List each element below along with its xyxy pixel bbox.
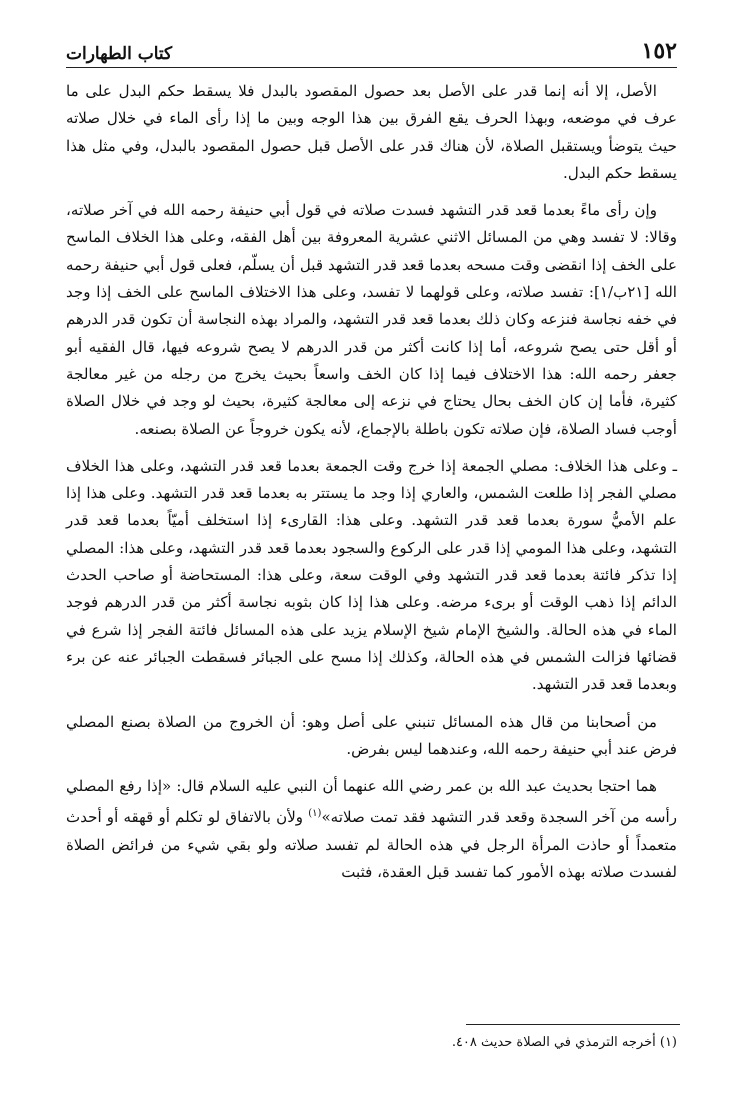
paragraph-5-text: هما احتجا بحديث عبد الله بن عمر رضي الله عنهما أن النبي عليه السلام قال: «إذا رفع المصلي رأسه من آخر السجدة وقعد قدر التشهد فقد تمت صلاته» <box>66 777 677 827</box>
paragraph-2: وإن رأى ماءً بعدما قعد قدر التشهد فسدت صلاته في قول أبي حنيفة رحمه الله في آخر صلاته، وقالا: لا تفسد وهي من المسائل الاثني عشرية المعروفة بين أهل الفقه، وعلى هذا الخلاف الماسح على الخف إذا انقضى وقت مسحه بعدما قعد قدر التشهد قبل أن يسلّم، فعلى قول أبي حنيفة رحمه الله [٢١ب/١]: تفسد صلاته، وعلى قولهما لا تفسد، وعلى هذا الاختلاف الماسح على الخف إذا وجد في خفه نجاسة فنزعه وكان ذلك بعدما قعد قدر التشهد، والمراد بهذه النجاسة أن تكون قدر الدرهم أو أقل حتى يصح شروعه، أما إذا كانت أكثر من قدر الدرهم لا يصح شروعه فيها، قال الفقيه أبو جعفر رحمه الله: هذا الاختلاف فيما إذا كان الخف واسعاً بحيث يخرج من رجله من غير معالجة كثيرة، فأما إن كان الخف بحال يحتاج في نزعه إلى معالجة كثيرة، بحيث لو وجد في خلال الصلاة أوجب فساد الصلاة، فإن صلاته تكون باطلة بالإجماع، لأنه يكون خروجاً عن الصلاة بصنعه. <box>66 201 678 438</box>
paragraph-1: الأصل، إلا أنه إنما قدر على الأصل بعد حصول المقصود بالبدل فلا يسقط حكم البدل على ما عرف في موضعه، وبهذا الحرف يقع الفرق بين هذا الوجه وبين ما إذا رأى الماء في خلال صلاته حيث يتوضأ ويستقبل الصلاة، لأن هناك قدر على الأصل قبل حصول المقصود بالبدل، وفي مثل هذا يسقط حكم البدل. <box>66 82 677 182</box>
footnote-marker[interactable]: (١) <box>308 808 322 820</box>
footnote: (١) أخرجه الترمذي في الصلاة حديث ٤٠٨. <box>451 1035 677 1050</box>
book-title: كتاب الطهارات <box>66 44 173 64</box>
paragraph-5-continuation: ولأن بالاتفاق لو تكلم أو قهقه أو أحدث متعمداً أو حاذت المرأة الرجل في هذه الحالة لم تفسد صلاته ولو بقي شيء من فرائض الصلاة لفسدت صلاته بهذه الأمور كما تفسد قبل العقدة، فثبت <box>66 808 677 882</box>
paragraph-4: من أصحابنا من قال هذه المسائل تنبني على أصل وهو: أن الخروج من الصلاة بصنع المصلي فرض عند أبي حنيفة رحمه الله، وعندهما ليس بفرض. <box>66 712 677 758</box>
page-number: ١٥٢ <box>641 38 677 64</box>
paragraph-5 <box>66 773 677 886</box>
paragraph-3: ـ وعلى هذا الخلاف: مصلي الجمعة إذا خرج وقت الجمعة بعدما قعد قدر التشهد، وعلى هذا الخلاف مصلي الفجر إذا طلعت الشمس، والعاري إذا وجد ما يستتر به بعدما قعد قدر التشهد. وعلى هذا إذا علم الأميُّ سورة بعدما قعد قدر التشهد. وعلى هذا: القارىء إذا استخلف أميّاً بعدما قعد قدر التشهد، وعلى هذا المومي إذا قدر على الركوع والسجود بعدما قعد قدر التشهد، وعلى هذا: المصلي إذا تذكر فائتة بعدما قعد قدر التشهد وفي الوقت سعة، وعلى هذا: المستحاضة أو صاحب الحدث الدائم إذا ذهب الوقت أو برىء مرضه. وعلى هذا إذا كان بثوبه نجاسة أكثر من قدر الدرهم فوجد الماء في هذه الحالة. والشيخ الإمام شيخ الإسلام يزيد على هذه المسائل فائتة الفجر إذا شرع في قضائها فزالت الشمس في هذه الحالة، وكذلك إذا مسح على الجبائر فسقطت الجبائر عنه عن برء وبعدما قعد قدر التشهد. <box>66 456 677 694</box>
page-header <box>66 30 677 68</box>
footnote-divider <box>466 1024 680 1025</box>
main-text <box>66 78 677 886</box>
